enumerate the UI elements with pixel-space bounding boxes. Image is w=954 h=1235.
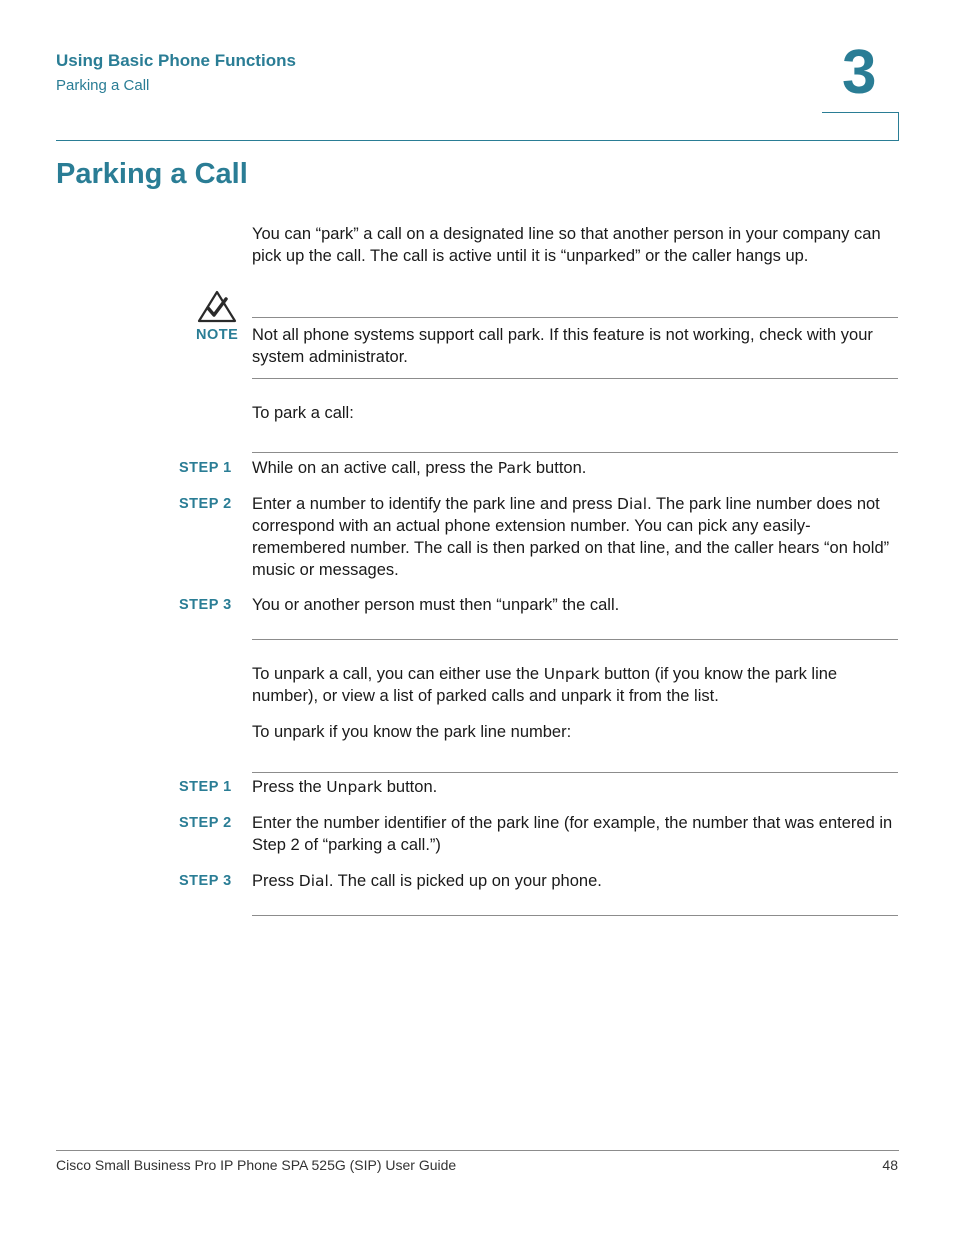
- unpark-step-1-label: STEP 1: [179, 779, 232, 795]
- intro-paragraph: You can “park” a call on a designated line so that another person in your company can pick up the call. The call is active until it is “unparked” or the caller hangs up.: [252, 225, 881, 265]
- unpark-intro: To unpark if you know the park line number:: [252, 723, 572, 741]
- unpark-step-3-text: Press Dial. The call is picked up on your phone.: [252, 872, 602, 890]
- park-step-3-text: You or another person must then “unpark” the call.: [252, 596, 620, 614]
- header-divider: [56, 140, 899, 141]
- unpark-step-3-label: STEP 3: [179, 873, 232, 889]
- note-bottom-rule: [252, 378, 898, 379]
- unpark-step-1-text: Press the Unpark button.: [252, 778, 438, 796]
- unpark-step-2-text: Enter the number identifier of the park line (for example, the number that was entered in Step 2 of “parking a call.”): [252, 814, 893, 854]
- note-top-rule: [252, 317, 898, 318]
- chapter-number: 3: [842, 38, 877, 107]
- park-step-1-text: While on an active call, press the Park button.: [252, 459, 587, 477]
- chapter-tab-box: [822, 112, 899, 140]
- park-step-3-label: STEP 3: [179, 597, 232, 613]
- park-steps-bottom-rule: [252, 639, 898, 640]
- unpark-steps-bottom-rule: [252, 915, 898, 916]
- unpark-paragraph: To unpark a call, you can either use the Unpark button (if you know the park line number), or view a list of parked calls and unpark it from the list.: [252, 665, 838, 705]
- dial-button-name: Dial: [298, 872, 329, 890]
- note-text: Not all phone systems support call park. If this feature is not working, check with your system administrator.: [252, 326, 873, 366]
- unpark-button-name: Unpark: [543, 665, 600, 683]
- check-warning-icon: [197, 290, 237, 324]
- note-label: NOTE: [196, 327, 239, 343]
- page-number: 48: [882, 1157, 898, 1173]
- unpark-button-name: Unpark: [326, 778, 383, 796]
- unpark-step-2-label: STEP 2: [179, 815, 232, 831]
- park-step-2-label: STEP 2: [179, 496, 232, 512]
- footer-guide-title: Cisco Small Business Pro IP Phone SPA 525G (SIP) User Guide: [56, 1157, 457, 1173]
- park-button-name: Park: [497, 459, 532, 477]
- park-intro: To park a call:: [252, 404, 354, 422]
- unpark-steps-top-rule: [252, 772, 898, 773]
- section-subtitle: Parking a Call: [56, 77, 150, 94]
- page-title: Parking a Call: [56, 158, 248, 190]
- park-step-2-text: Enter a number to identify the park line and press Dial. The park line number does not correspond with an actual phone extension number. You can pick any easily-remembered number. The call is then parked on that line, and the caller hears “on hold” music or messages.: [252, 495, 890, 579]
- dial-button-name: Dial: [617, 495, 648, 513]
- park-steps-top-rule: [252, 452, 898, 453]
- footer-divider: [56, 1150, 899, 1151]
- chapter-title: Using Basic Phone Functions: [56, 51, 296, 70]
- park-step-1-label: STEP 1: [179, 460, 232, 476]
